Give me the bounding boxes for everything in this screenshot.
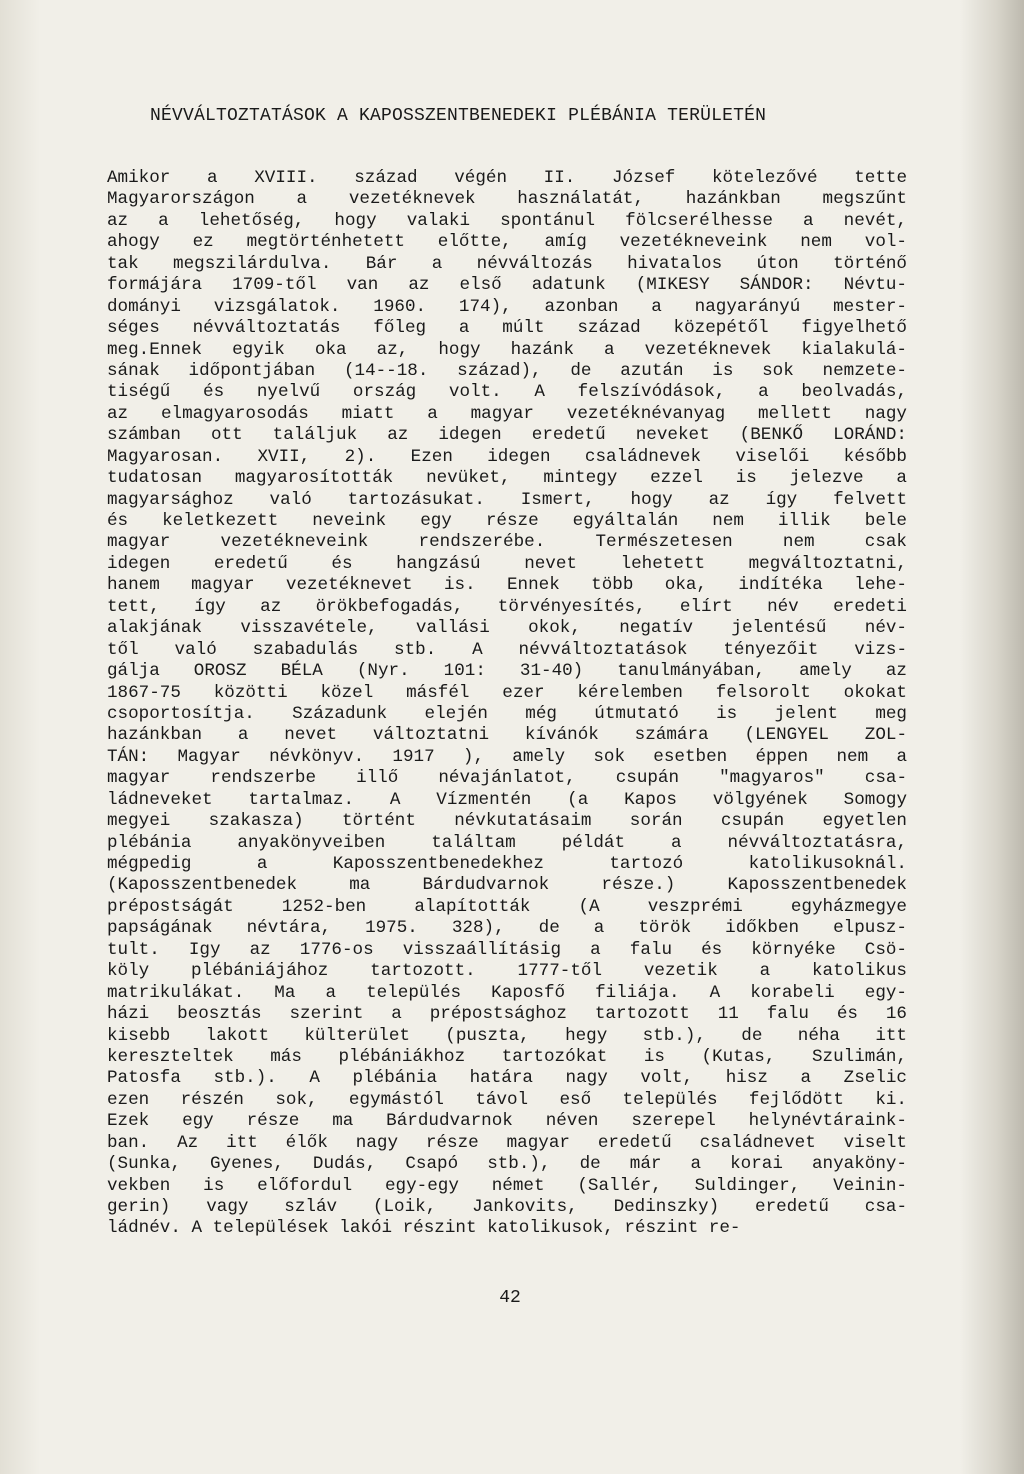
text-line: vekben is előfordul egy-egy német (Sallér, Suldinger, Veinin- — [107, 1175, 907, 1196]
text-line: Magyarországon a vezetéknevek használatát, hazánkban megszűnt — [107, 189, 907, 210]
text-line: ezen részén sok, egymástól távol eső település fejlődött ki. — [107, 1089, 907, 1110]
text-line: tiségű és nyelvű ország volt. A felszívódások, a beolvadás, — [107, 382, 907, 403]
text-line: idegen eredetű és hangzású nevet lehetett megváltoztatni, — [107, 553, 907, 574]
text-line: meg.Ennek egyik oka az, hogy hazánk a vezetéknevek kialakulá- — [107, 339, 907, 360]
text-line: számban ott találjuk az idegen eredetű neveket (BENKŐ LORÁND: — [107, 425, 907, 446]
text-line: ahogy ez megtörténhetett előtte, amíg vezetékneveink nem vol- — [107, 232, 907, 253]
text-line: házi beosztás szerint a prépostsághoz tartozott 11 falu és 16 — [107, 1004, 907, 1025]
text-line: hanem magyar vezetéknevet is. Ennek több oka, indítéka lehe- — [107, 575, 907, 596]
text-line: magyarsághoz való tartozásukat. Ismert, hogy az így felvett — [107, 489, 907, 510]
text-line: Patosfa stb.). A plébánia határa nagy volt, hisz a Zselic — [107, 1068, 907, 1089]
text-line: ládneveket tartalmaz. A Vízmentén (a Kapos völgyének Somogy — [107, 789, 907, 810]
text-line: magyar vezetékneveink rendszerébe. Természetesen nem csak — [107, 532, 907, 553]
text-line: csoportosítja. Századunk elején még útmutató is jelent meg — [107, 703, 907, 724]
text-line: magyar rendszerbe illő névajánlatot, csupán "magyaros" csa- — [107, 768, 907, 789]
text-line: az elmagyarosodás miatt a magyar vezetéknévanyag mellett nagy — [107, 403, 907, 424]
scan-shadow-right — [960, 0, 1024, 1474]
scan-shadow-left — [0, 0, 40, 1474]
text-line: prépostságát 1252-ben alapították (A veszprémi egyházmegye — [107, 896, 907, 917]
text-line: dományi vizsgálatok. 1960. 174), azonban a nagyarányú mester- — [107, 296, 907, 317]
text-line: TÁN: Magyar névkönyv. 1917 ), amely sok esetben éppen nem a — [107, 746, 907, 767]
text-line: (Sunka, Gyenes, Dudás, Csapó stb.), de már a korai anyaköny- — [107, 1154, 907, 1175]
text-line: Amikor a XVIII. század végén II. József kötelezővé tette — [107, 168, 907, 188]
text-line: tak megszilárdulva. Bár a névváltozás hivatalos úton történő — [107, 253, 907, 274]
text-line: sának időpontjában (14--18. század), de azután is sok nemzete- — [107, 360, 907, 381]
text-line: hazánkban a nevet változtatni kívánók számára (LENGYEL ZOL- — [107, 725, 907, 746]
text-line: tett, így az örökbefogadás, törvényesítés, elírt név eredeti — [107, 596, 907, 617]
page-header: NÉVVÁLTOZTATÁSOK A KAPOSSZENTBENEDEKI PLÉBÁNIA TERÜLETÉN — [150, 106, 767, 126]
text-line: papságának névtára, 1975. 328), de a török időkben elpusz- — [107, 918, 907, 939]
text-line: matrikulákat. Ma a település Kaposfő filiája. A korabeli egy- — [107, 982, 907, 1003]
text-line: tudatosan magyarosították nevüket, mintegy ezzel is jelezve a — [107, 468, 907, 489]
body-text — [107, 168, 907, 1240]
text-line: Magyarosan. XVII, 2). Ezen idegen családnevek viselői később — [107, 446, 907, 467]
text-line: 1867-75 közötti közel másfél ezer kérelemben felsorolt okokat — [107, 682, 907, 703]
text-line: megyei szakasza) történt névkutatásaim során csupán egyetlen — [107, 811, 907, 832]
text-line: ban. Az itt élők nagy része magyar eredetű családnevet viselt — [107, 1132, 907, 1153]
page-number: 42 — [499, 1288, 521, 1308]
text-line: az a lehetőség, hogy valaki spontánul fölcserélhesse a nevét, — [107, 210, 907, 231]
text-line: köly plébániájához tartozott. 1777-től vezetik a katolikus — [107, 961, 907, 982]
text-line: tult. Igy az 1776-os visszaállításig a falu és környéke Csö- — [107, 939, 907, 960]
text-line: kisebb lakott külterület (puszta, hegy stb.), de néha itt — [107, 1025, 907, 1046]
text-line: ládnév. A települések lakói részint katolikusok, részint re- — [107, 1218, 741, 1239]
text-line: formájára 1709-től van az első adatunk (MIKESY SÁNDOR: Névtu- — [107, 275, 907, 296]
text-line: kereszteltek más plébániákhoz tartozókat is (Kutas, Szulimán, — [107, 1046, 907, 1067]
text-line: alakjának visszavétele, vallási okok, negatív jelentésű név- — [107, 618, 907, 639]
text-line: gálja OROSZ BÉLA (Nyr. 101: 31-40) tanulmányában, amely az — [107, 661, 907, 682]
text-line: és keletkezett neveink egy része egyáltalán nem illik bele — [107, 511, 907, 531]
text-line: től való szabadulás stb. A névváltoztatások tényezőit vizs- — [107, 639, 907, 660]
text-line: plébánia anyakönyveiben találtam példát a névváltoztatásra, — [107, 832, 907, 853]
text-line: mégpedig a Kaposszentbenedekhez tartozó katolikusoknál. — [107, 854, 907, 874]
text-line: gerin) vagy szláv (Loik, Jankovits, Dedinszky) eredetű csa- — [107, 1197, 907, 1217]
text-line: séges névváltoztatás főleg a múlt század közepétől figyelhető — [107, 318, 907, 339]
text-line: (Kaposszentbenedek ma Bárdudvarnok része.) Kaposszentbenedek — [107, 875, 907, 896]
text-line: Ezek egy része ma Bárdudvarnok néven szerepel helynévtáraink- — [107, 1111, 907, 1132]
